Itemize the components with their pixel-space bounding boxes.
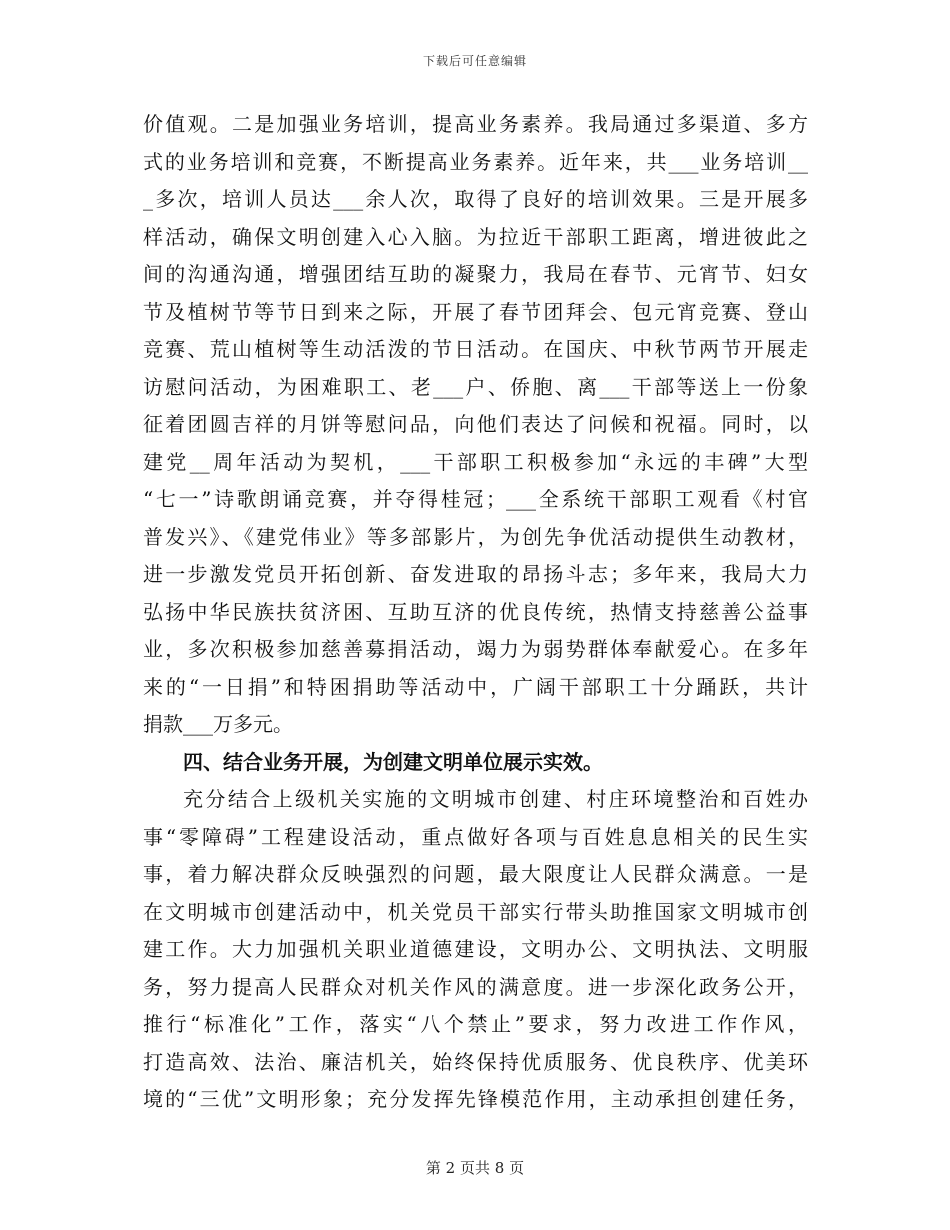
paragraph-line: 间的沟通沟通，增强团结互助的凝聚力，我局在春节、元宵节、妇女 [143,262,808,286]
paragraph-line: 征着团圆吉祥的月饼等慰问品，向他们表达了问候和祝福。同时，以 [143,412,808,436]
paragraph-line: 捐款___万多元。 [143,712,293,736]
page-footer: 第 2 页共 8 页 [425,1159,525,1177]
paragraph-line: 价值观。二是加强业务培训，提高业务素养。我局通过多渠道、多方 [143,112,808,136]
paragraph-line: 推行“标准化”工作，落实“八个禁止”要求，努力改进工作作风， [143,1012,808,1036]
paragraph-line: 建党__周年活动为契机，___干部职工积极参加“永远的丰碑”大型 [143,449,808,474]
paragraph-line: 进一步激发党员开拓创新、奋发进取的昂扬斗志；多年来，我局大力 [143,562,808,586]
paragraph-line: “七一”诗歌朗诵竞赛，并夺得桂冠；___全系统干部职工观看《村官 [143,487,808,511]
paragraph-line: 式的业务培训和竞赛，不断提高业务素养。近年来，共___业务培训__ [143,149,808,174]
paragraph-line: 业，多次积极参加慈善募捐活动，竭力为弱势群体奉献爱心。在多年 [143,637,808,661]
paragraph-line: 充分结合上级机关实施的文明城市创建、村庄环境整治和百姓办 [183,787,808,811]
paragraph-line: 弘扬中华民族扶贫济困、互助互济的优良传统，热情支持慈善公益事 [143,599,808,624]
paragraph-line: _多次，培训人员达___余人次，取得了良好的培训效果。三是开展多 [143,187,808,211]
paragraph-line: 在文明城市创建活动中，机关党员干部实行带头助推国家文明城市创 [143,899,808,924]
paragraph-line: 事“零障碍”工程建设活动，重点做好各项与百姓息息相关的民生实 [143,824,808,849]
section-heading: 四、结合业务开展，为创建文明单位展示实效。 [183,749,603,774]
paragraph-line: 境的“三优”文明形象；充分发挥先锋模范作用，主动承担创建任务， [143,1087,808,1111]
paragraph-line: 普发兴》、《建党伟业》等多部影片，为创先争优活动提供生动教材， [143,524,808,549]
paragraph-line: 样活动，确保文明创建入心入脑。为拉近干部职工距离，增进彼此之 [143,224,808,249]
paragraph-line: 竞赛、荒山植树等生动活泼的节日活动。在国庆、中秋节两节开展走 [143,337,808,361]
paragraph-line: 务，努力提高人民群众对机关作风的满意度。进一步深化政务公开， [143,974,808,999]
paragraph-line: 建工作。大力加强机关职业道德建设，文明办公、文明执法、文明服 [143,937,808,961]
body-text [143,106,808,1119]
paragraph-line: 来的“一日捐”和特困捐助等活动中，广阔干部职工十分踊跃，共计 [143,674,808,699]
paragraph-line: 节及植树节等节日到来之际，开展了春节团拜会、包元宵竞赛、登山 [143,299,808,324]
page-header: 下载后可任意编辑 [422,54,527,68]
paragraph-line: 事，着力解决群众反映强烈的问题，最大限度让人民群众满意。一是 [143,862,808,886]
paragraph-line: 打造高效、法治、廉洁机关，始终保持优质服务、优良秩序、优美环 [143,1049,808,1074]
paragraph-line: 访慰问活动，为困难职工、老___户、侨胞、离___干部等送上一份象 [143,374,808,399]
